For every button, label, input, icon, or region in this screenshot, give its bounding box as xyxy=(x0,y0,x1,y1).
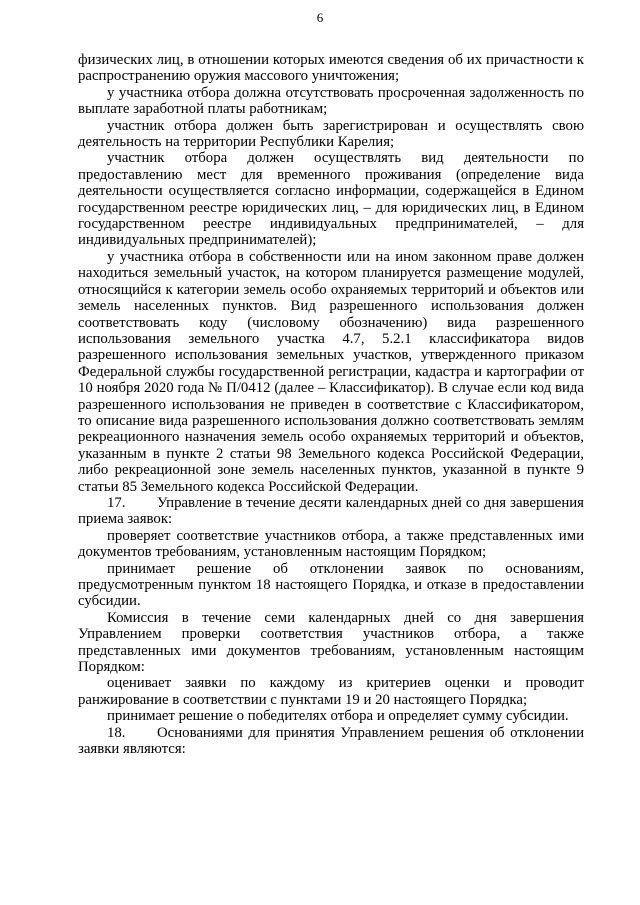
paragraph: участник отбора должен быть зарегистрирован и осуществлять свою деятельность на территории Республики Карелия; xyxy=(78,117,584,151)
document-body xyxy=(78,52,584,757)
paragraph: физических лиц, в отношении которых имеются сведения об их причастности к распространению оружия массового уничтожения; xyxy=(78,52,584,85)
paragraph: проверяет соответствие участников отбора, а также представленных ими документов требованиям, установленным настоящим Порядком; xyxy=(78,527,584,561)
paragraph: принимает решение об отклонении заявок по основаниям, предусмотренным пунктом 18 настоящего Порядка, и отказе в предоставлении субсидии. xyxy=(78,560,584,610)
paragraph: Комиссия в течение семи календарных дней со дня завершения Управлением проверки соответствия участников отбора, а также представленных ими документов требованиям, установленным настоящим Порядком: xyxy=(78,609,584,676)
page-number: 6 xyxy=(316,10,324,25)
paragraph: принимает решение о победителях отбора и определяет сумму субсидии. xyxy=(107,708,569,725)
clause-text: Управление в течение десяти календарных дней со дня завершения приема заявок: xyxy=(78,494,584,528)
numbered-clause-17 xyxy=(78,495,584,528)
paragraph: участник отбора должен осуществлять вид деятельности по предоставлению мест для временного проживания (определение вида деятельности осуществляется согласно информации, содержащейся в Едином государственном реестре юридических лиц, – для юридических лиц, в Едином государственном реестре индивидуальных предпринимателей, – для индивидуальных предпринимателей); xyxy=(78,150,584,249)
clause-number: 18. xyxy=(107,724,126,741)
paragraph: оценивает заявки по каждому из критериев оценки и проводит ранжирование в соответствии с пунктами 19 и 20 настоящего Порядка; xyxy=(78,675,584,708)
paragraph: у участника отбора должна отсутствовать просроченная задолженность по выплате заработной платы работникам; xyxy=(78,84,584,118)
paragraph: у участника отбора в собственности или на ином законном праве должен находиться земельный участок, на котором планируется размещение модулей, относящийся к категории земель особо охраняемых территорий и объектов или земель населенных пунктов. Вид разрешенного использования должен соответствовать коду (числовому обозначению) вида разрешенного использования земельного участка 4.7, 5.2.1 классификатора видов разрешенного использования земельных участков, утвержденного приказом Федеральной службы государственной регистрации, кадастра и картографии от 10 ноября 2020 года № П/0412 (далее – Классификатор). В случае если код вида разрешенного использования не приведен в соответствие с Классификатором, то описание вида разрешенного использования должно соответствовать землям рекреационного назначения земель особо охраняемых территорий и объектов, указанным в пункте 2 статьи 98 Земельного кодекса Российской Федерации, либо рекреационной зоне земель населенных пунктов, указанной в пункте 9 статьи 85 Земельного кодекса Российской Федерации. xyxy=(78,248,584,495)
clause-text: Основаниями для принятия Управлением решения об отклонении заявки являются: xyxy=(78,724,584,758)
numbered-clause-18 xyxy=(78,725,584,758)
clause-number: 17. xyxy=(107,494,126,511)
